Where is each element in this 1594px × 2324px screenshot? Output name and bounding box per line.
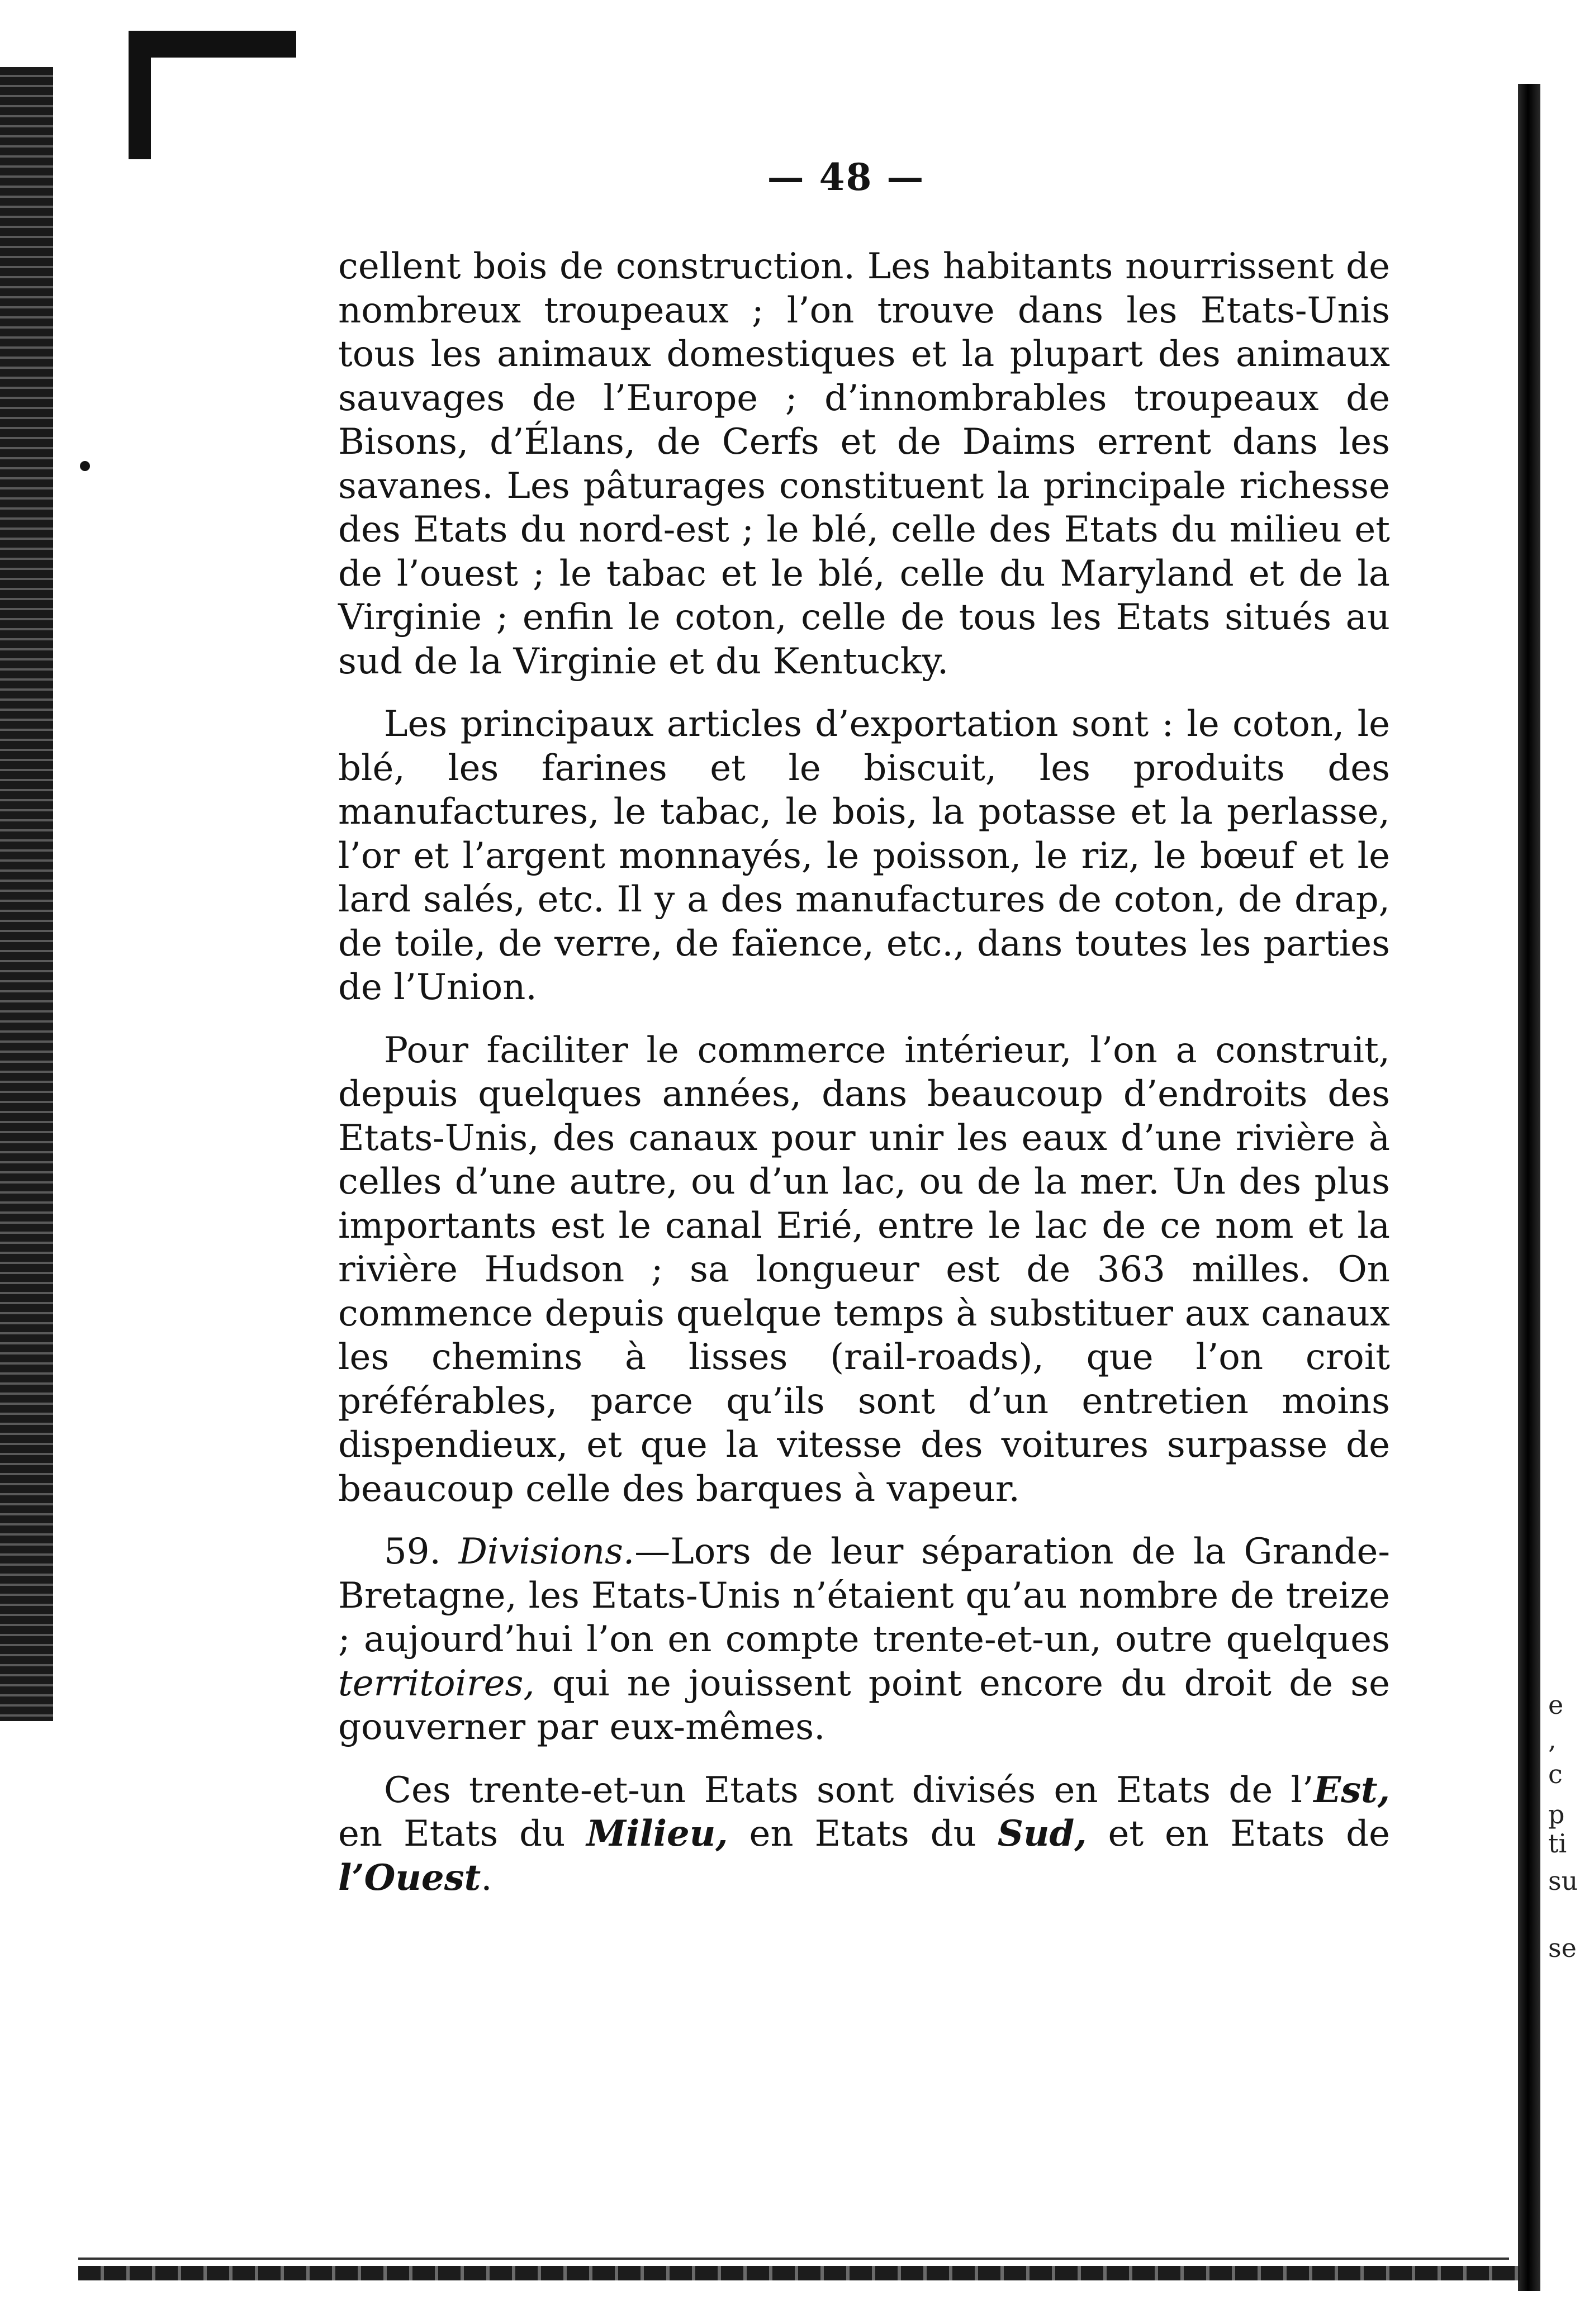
- margin-fragment: ,: [1548, 1724, 1557, 1755]
- paragraph-divisions: [338, 1530, 1390, 1750]
- section-number: 59.: [384, 1531, 441, 1572]
- scan-edge-bottom: [78, 2266, 1520, 2280]
- scan-binding-left: [0, 67, 53, 1721]
- paragraph-exports: Les principaux articles d’exportation sont : le coton, le blé, les farines et le biscuit, les produits des manufactures, le tabac, le bois, la potasse et la perlasse, l’or et l’argent monnayés, le poisson, le riz, le bœuf et le lard salés, etc. Il y a des manufactures de coton, de drap, de toile, de verre, de faïence, etc., dans toutes les parties de l’Union.: [338, 704, 1390, 1008]
- paragraph-text: et en Etats de: [1087, 1813, 1391, 1855]
- margin-fragment: e: [1548, 1690, 1564, 1720]
- margin-fragment: p: [1548, 1799, 1565, 1829]
- paragraph-text: qui ne jouissent point encore du droit de se gouverner par eux-mêmes.: [338, 1662, 1390, 1748]
- paragraph-text: Ces trente-et-un Etats sont divisés en Etats de l’: [384, 1769, 1314, 1811]
- page-number: — 48 —: [767, 155, 925, 199]
- region-ouest: l’Ouest: [338, 1856, 481, 1899]
- emphasis-term: territoires,: [338, 1662, 535, 1704]
- scan-edge-right: [1518, 84, 1540, 2291]
- paragraph-canals: Pour faciliter le commerce intérieur, l’on a construit, depuis quelques années, dans beaucoup d’endroits des Etats-Unis, des canaux pour unir les eaux d’une rivière à celles d’une autre, ou d’un lac, ou de la mer. Un des plus importants est le canal Erié, entre le lac de ce nom et la rivière Hudson ; sa longueur est de 363 milles. On commence depuis quelque temps à substituer aux canaux les chemins à lisses (rail-roads), que l’on croit préférables, parce qu’ils sont d’un entretien moins dispendieux, et que la vitesse des voitures surpasse de beaucoup celle des barques à vapeur.: [338, 1029, 1390, 1510]
- region-milieu: Milieu,: [586, 1813, 728, 1855]
- region-sud: Sud,: [997, 1813, 1087, 1855]
- paragraph-production: cellent bois de construction. Les habitants nourrissent de nombreux troupeaux ; l’on trouve dans les Etats-Unis tous les animaux domestiques et la plupart des animaux sauvages de l’Europe ; d’innombrables troupeaux de Bisons, d’Élans, de Cerfs et de Daims errent dans les savanes. Les pâturages constituent la principale richesse des Etats du nord-est ; le blé, celle des Etats du milieu et de l’ouest ; le tabac et le blé, celle du Maryland et de la Virginie ; enfin le coton, celle de tous les Etats situés au sud de la Virginie et du Kentucky.: [338, 246, 1390, 682]
- margin-fragment: ti: [1548, 1828, 1567, 1859]
- ink-dot: [80, 461, 90, 471]
- paragraph-text: —Lors de leur séparation de la Grande-Bretagne, les Etats-Unis n’étaient qu’au nombre de treize ; aujourd’hui l’on en compte trente-et-un, outre quelques: [338, 1531, 1391, 1660]
- paragraph-text: .: [481, 1857, 492, 1899]
- scan-edge-top-corner: [129, 31, 151, 159]
- paragraph-regions: [338, 1769, 1390, 1900]
- page-body: [338, 245, 1390, 1900]
- region-est: Est,: [1313, 1769, 1390, 1811]
- paragraph-text: en Etats du: [728, 1813, 998, 1855]
- section-heading: Divisions.: [458, 1531, 635, 1572]
- paragraph-text: en Etats du: [338, 1813, 587, 1855]
- margin-fragment: c: [1548, 1759, 1563, 1789]
- scan-edge-bottom-line: [78, 2258, 1509, 2260]
- scan-edge-top: [129, 31, 296, 58]
- margin-fragment: su: [1548, 1866, 1578, 1896]
- margin-fragment: se: [1548, 1933, 1577, 1963]
